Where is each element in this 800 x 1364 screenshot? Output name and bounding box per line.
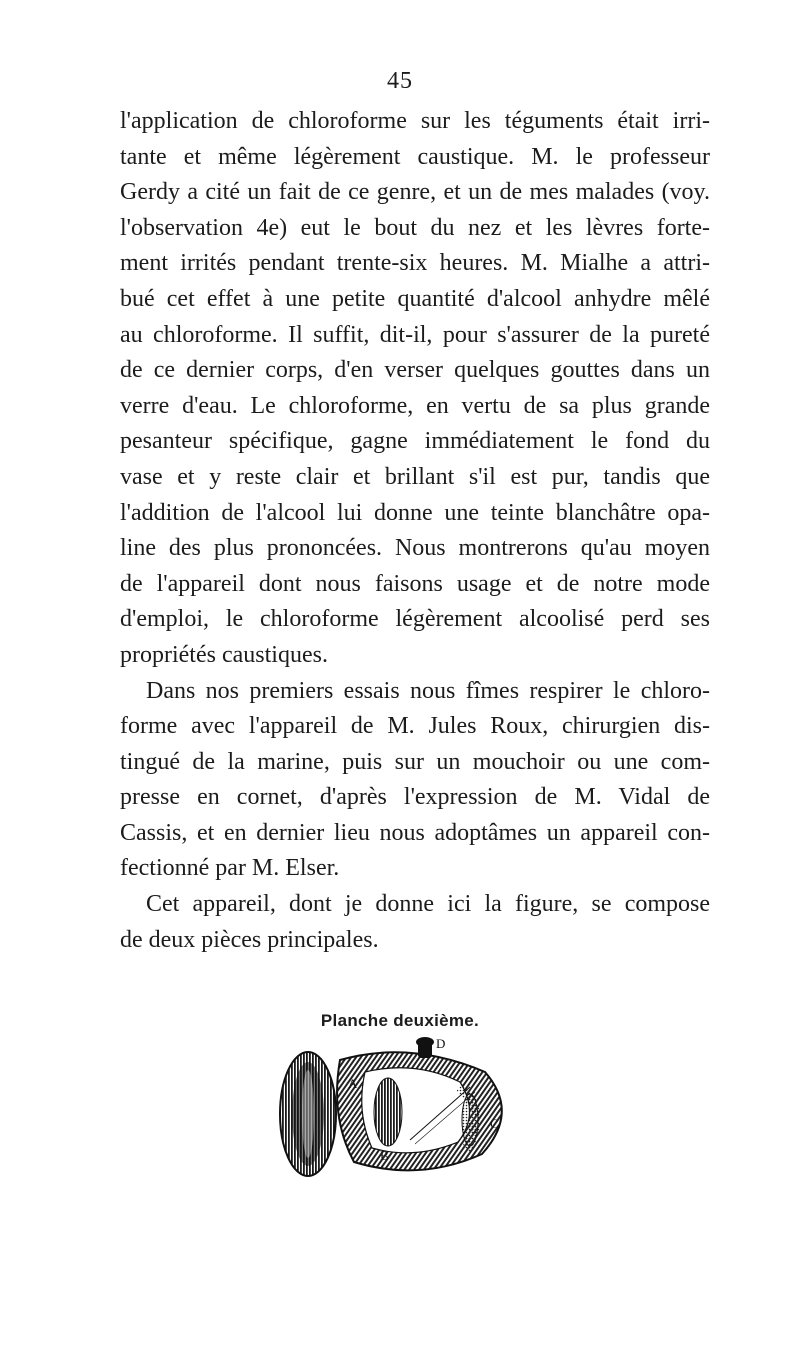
text-line: presse en cornet, d'après l'expression de M. Vidal de xyxy=(120,784,710,811)
text-line: au chloroforme. Il suffit, dit-il, pour s'assurer de la pureté xyxy=(120,321,710,348)
text-line: Dans nos premiers essais nous fîmes respirer le chloro- xyxy=(146,677,710,704)
text-line: de l'appareil dont nous faisons usage et de notre mode xyxy=(120,570,710,597)
text-line: l'addition de l'alcool lui donne une teinte blanchâtre opa- xyxy=(120,499,710,526)
text-line: line des plus prononcées. Nous montrerons qu'au moyen xyxy=(120,535,710,562)
text-line: de deux pièces principales. xyxy=(120,926,379,953)
figure-label-d: D xyxy=(436,1036,446,1051)
text-line: l'observation 4e) eut le bout du nez et les lèvres forte- xyxy=(120,214,710,241)
text-line: vase et y reste clair et brillant s'il est pur, tandis que xyxy=(120,463,710,490)
text-line: l'application de chloroforme sur les téguments était irri- xyxy=(120,108,710,134)
reservoir-piece xyxy=(337,1052,502,1170)
text-line: Cassis, et en dernier lieu nous adoptâmes un appareil con- xyxy=(120,819,710,846)
text-line: propriétés caustiques. xyxy=(120,641,328,668)
text-line: de ce dernier corps, d'en verser quelques gouttes dans un xyxy=(120,357,710,384)
figure-label-a: A xyxy=(348,1076,358,1091)
text-line: ment irrités pendant trente-six heures. M. Mialhe a attri- xyxy=(120,250,710,277)
text-line: tingué de la marine, puis sur un mouchoir ou une com- xyxy=(120,748,710,775)
stopper-piece xyxy=(416,1037,434,1058)
text-line: Cet appareil, dont je donne ici la figure, se compose xyxy=(146,891,710,918)
page-number: 45 xyxy=(387,68,413,94)
apparatus-engraving xyxy=(270,1032,570,1182)
figure-caption: Planche deuxième. xyxy=(320,1011,480,1030)
text-line: tante et même légèrement caustique. M. le professeur xyxy=(120,143,710,170)
text-line: Gerdy a cité un fait de ce genre, et un de mes malades (voy. xyxy=(120,179,710,206)
body-text xyxy=(120,104,710,958)
figure-illustration xyxy=(270,1032,570,1182)
figure-label-b: B xyxy=(380,1148,389,1163)
text-line: verre d'eau. Le chloroforme, en vertu de sa plus grande xyxy=(120,392,710,419)
text-line: forme avec l'appareil de M. Jules Roux, chirurgien dis- xyxy=(120,713,710,740)
mask-piece xyxy=(280,1052,336,1176)
text-line: bué cet effet à une petite quantité d'alcool anhydre mêlé xyxy=(120,285,710,312)
figure-label-c: C xyxy=(490,1116,499,1131)
text-line: fectionné par M. Elser. xyxy=(120,855,340,882)
text-line: pesanteur spécifique, gagne immédiatement le fond du xyxy=(120,428,710,455)
text-line: d'emploi, le chloroforme légèrement alcoolisé perd ses xyxy=(120,606,710,633)
